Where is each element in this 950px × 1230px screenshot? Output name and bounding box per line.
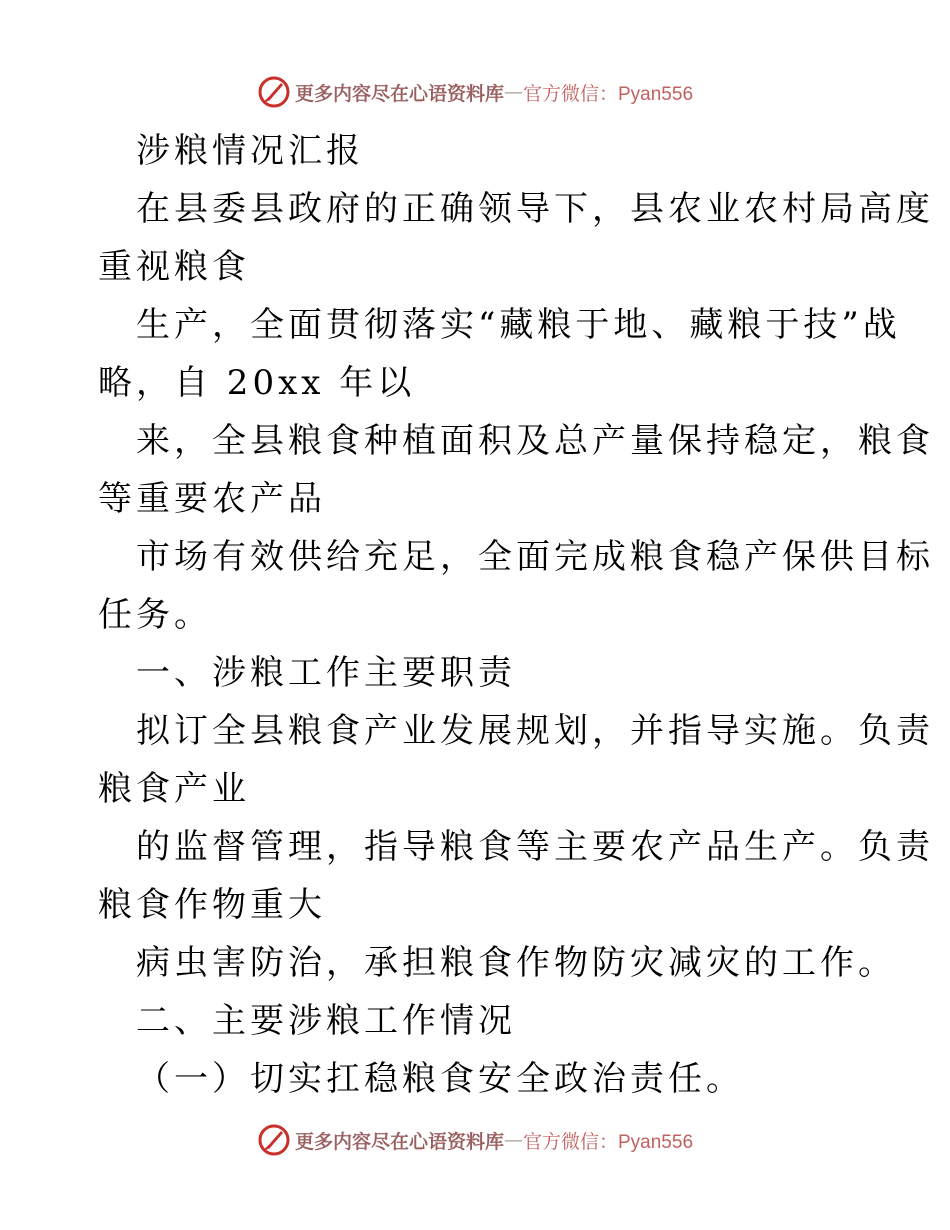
watermark-footer [0,1120,950,1160]
paragraph-line: 的监督管理，指导粮食等主要农产品生产。负责 [136,827,934,867]
document-body [98,122,934,1108]
watermark-contact: 官方微信：Pyan556 [523,1131,694,1153]
subsection-heading: （一）切实扛稳粮食安全政治责任。 [136,1059,744,1099]
paragraph-line: 任务。 [98,595,212,635]
watermark-header [0,72,950,112]
feather-pen-logo-icon [257,1123,291,1157]
watermark-main-text: 更多内容尽在心语资料库 [294,82,504,105]
section-heading: 一、涉粮工作主要职责 [136,653,516,693]
paragraph-line: 市场有效供给充足，全面完成粮食稳产保供目标 [136,537,934,577]
document-title: 涉粮情况汇报 [136,131,364,171]
paragraph-line: 略，自 20xx 年以 [98,363,416,403]
watermark-contact: 官方微信：Pyan556 [523,83,694,105]
paragraph-line: 来，全县粮食种植面积及总产量保持稳定，粮食 [136,421,934,461]
paragraph-line: 拟订全县粮食产业发展规划，并指导实施。负责 [136,711,934,751]
section-heading: 二、主要涉粮工作情况 [136,1001,516,1041]
watermark-separator: — [504,81,523,103]
watermark-separator: — [504,1129,523,1151]
paragraph-line: 生产，全面贯彻落实“藏粮于地、藏粮于技”战 [136,305,901,345]
paragraph-line: 粮食作物重大 [98,885,326,925]
paragraph-line: 等重要农产品 [98,479,326,519]
paragraph-line: 重视粮食 [98,247,250,287]
paragraph-line: 病虫害防治，承担粮食作物防灾减灾的工作。 [136,943,896,983]
watermark-main-text: 更多内容尽在心语资料库 [294,1130,504,1153]
paragraph-line: 粮食产业 [98,769,250,809]
feather-pen-logo-icon [257,75,291,109]
paragraph-line: 在县委县政府的正确领导下，县农业农村局高度 [136,189,934,229]
